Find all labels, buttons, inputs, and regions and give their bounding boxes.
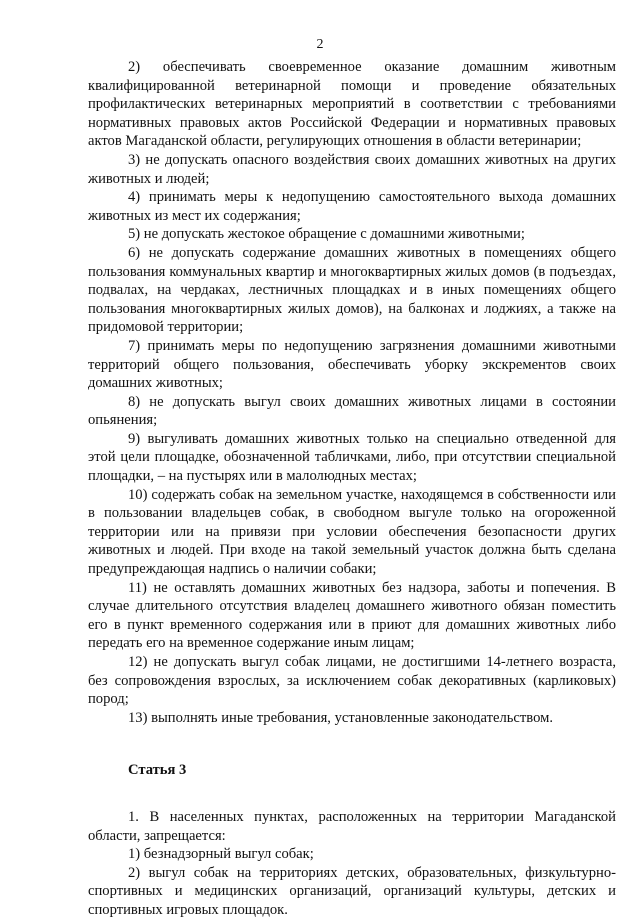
- page-number: 2: [316, 37, 324, 52]
- paragraph-item-8: 8) не допускать выгул своих домашних животных лицами в состоянии опьянения;: [88, 393, 616, 429]
- paragraph-item-10: 10) содержать собак на земельном участке, находящемся в собственности или в пользовании владельцев собак, в свободном выгуле только на огороженной территории или на привязи при условии обеспечения безопасности других животных и людей. При входе на такой земельный участок должна быть сделана предупреждающая надпись о наличии собаки;: [88, 486, 616, 578]
- paragraph-item-12: 12) не допускать выгул собак лицами, не достигшими 14-летнего возраста, без сопровождения взрослых, за исключением собак декоративных (карликовых) пород;: [88, 654, 616, 708]
- paragraph-item-7: 7) принимать меры по недопущению загрязнения домашними животными территорий общего пользования, обеспечивать уборку экскрементов своих домашних животных;: [88, 337, 616, 392]
- paragraph-article3-item-1: 1) безнадзорный выгул собак;: [128, 846, 314, 863]
- paragraph-item-9: 9) выгуливать домашних животных только на специально отведенной для этой цели площадке, обозначенной табличками, либо, при отсутствии специальной площадки, – на пустырях или в малолюдных местах;: [88, 430, 616, 485]
- paragraph-item-13: 13) выполнять иные требования, установленные законодательством.: [128, 709, 553, 726]
- paragraph-item-3: 3) не допускать опасного воздействия своих домашних животных на других животных и людей;: [88, 151, 616, 187]
- paragraph-item-11: 11) не оставлять домашних животных без надзора, заботы и попечения. В случае длительного отсутствия владелец домашнего животного обязан поместить его в пункт временного содержания или в приют для домашних животных либо передать его на временное содержание иным лицам;: [88, 579, 616, 652]
- document-body: [88, 58, 616, 920]
- paragraph-article3-item-2: 2) выгул собак на территориях детских, образовательных, физкультурно-спортивных и медицинских организаций, организаций культуры, детских и спортивных игровых площадок.: [88, 864, 616, 918]
- article-heading: Статья 3: [128, 762, 187, 779]
- paragraph-item-2: 2) обеспечивать своевременное оказание домашним животным квалифицированной ветеринарной помощи и проведение обязательных профилактических ветеринарных мероприятий в соответствии с требованиями нормативных правовых актов Российской Федерации и нормативных правовых актов Магаданской области, регулирующих отношения в области ветеринарии;: [88, 59, 616, 150]
- paragraph-item-6: 6) не допускать содержание домашних животных в помещениях общего пользования коммунальных квартир и многоквартирных жилых домов (в подъездах, подвалах, на чердаках, лестничных площадках и в иных помещениях общего пользования многоквартирных жилых домов), на балконах и лоджиях, а также на придомовой территории;: [88, 244, 616, 336]
- paragraph-item-4: 4) принимать меры к недопущению самостоятельного выхода домашних животных из мест их содержания;: [88, 189, 616, 224]
- paragraph-article3-clause1: 1. В населенных пунктах, расположенных на территории Магаданской области, запрещается:: [88, 808, 616, 844]
- paragraph-item-5: 5) не допускать жестокое обращение с домашними животными;: [128, 226, 525, 243]
